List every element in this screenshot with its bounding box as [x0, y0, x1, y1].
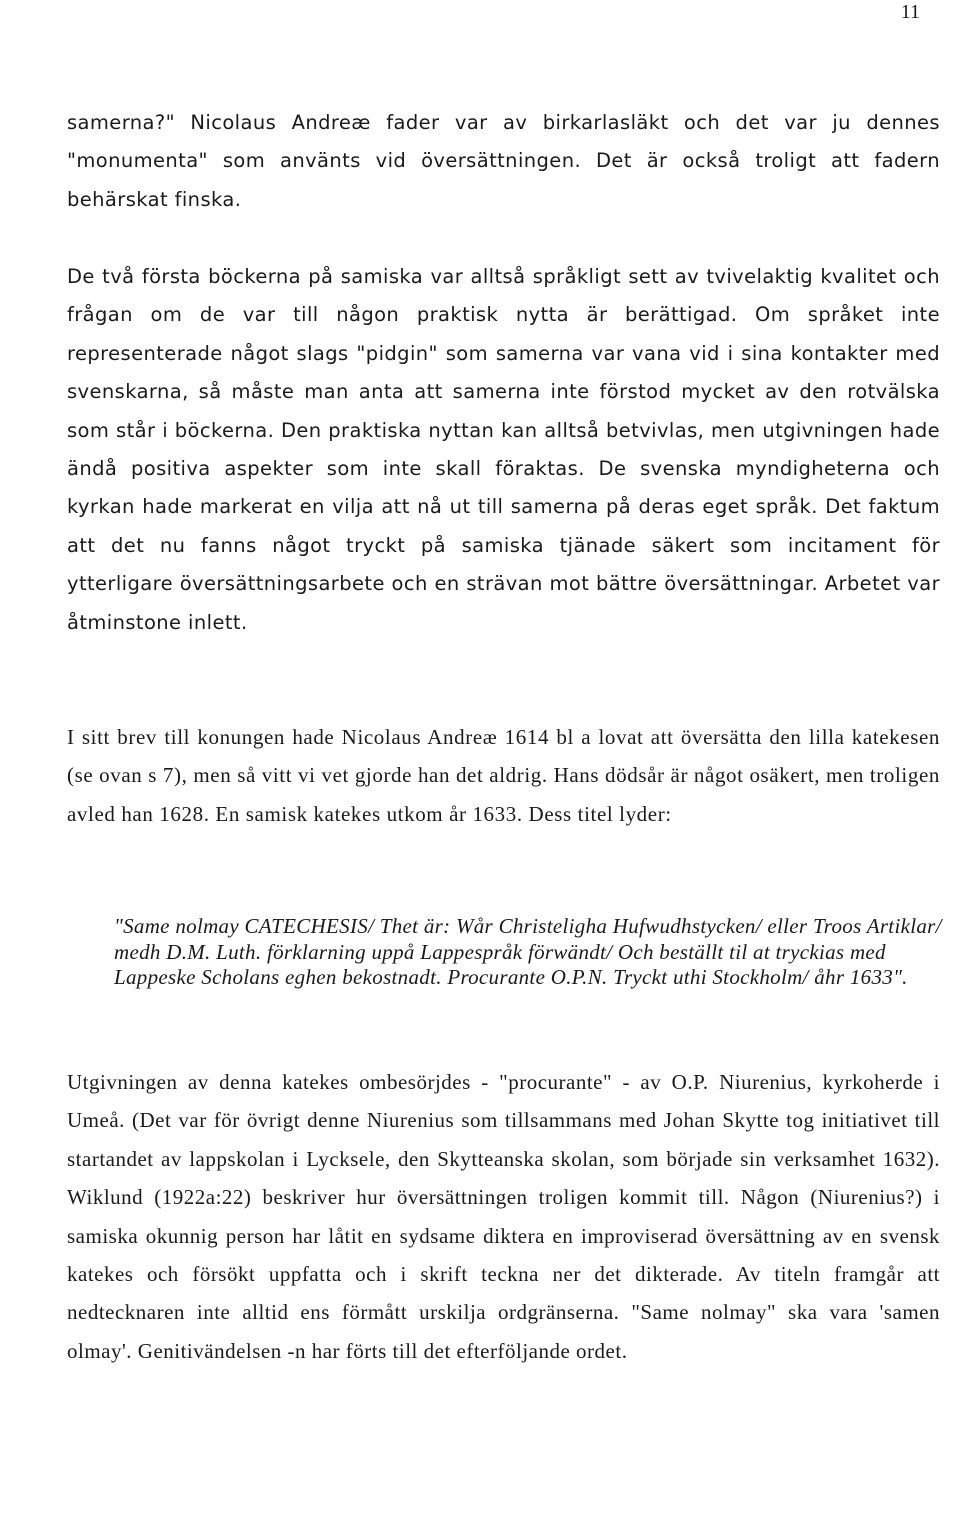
paragraph-3: I sitt brev till konungen hade Nicolaus Andreæ 1614 bl a lovat att översätta den lilla katekesen (se ovan s 7), men så vitt vi vet gjorde han det aldrig. Hans dödsår är något osäkert, men troligen avled han 1628. En samisk katekes utkom år 1633. Dess titel lyder: — [67, 725, 940, 826]
paragraph-2: De två första böckerna på samiska var alltså språkligt sett av tvivelaktig kvalitet och frågan om de var till någon praktisk nytta är berättigad. Om språket inte representerade något slags "pidgin" som samerna var vana vid i sina kontakter med svenskarna, så måste man anta att samerna inte förstod mycket av den rotvälska som står i böckerna. Den praktiska nyttan kan alltså betvivlas, men utgivningen hade ändå positiva aspekter som inte skall föraktas. De svenska myndigheterna och kyrkan hade markerat en vilja att nå ut till samerna på deras eget språk. Det faktum att det nu fanns något tryckt på samiska tjänade säkert som incitament för ytterligare översättningsarbete och en strävan mot bättre översättningar. Arbetet var åtminstone inlett. — [67, 265, 940, 634]
page-number: 11 — [900, 1, 920, 23]
catechism-title-quote: "Same nolmay CATECHESIS/ Thet är: Wår Christeligha Hufwudhstycken/ eller Troos Artiklar/ medh D.M. Luth. förklarning uppå Lappespråk förwändt/ Och beställt til at tryckias med Lappeske Scholans eghen bekostnadt. Procurante O.P.N. Tryckt uthi Stockholm/ åhr 1633". — [114, 914, 942, 989]
paragraph-4: Utgivningen av denna katekes ombesörjdes - "procurante" - av O.P. Niurenius, kyrkoherde i Umeå. (Det var för övrigt denne Niurenius som tillsammans med Johan Skytte tog initiativet till startandet av lappskolan i Lycksele, den Skytteanska skolan, som började sin verksamhet 1632). Wiklund (1922a:22) beskriver hur översättningen troligen kommit till. Någon (Niurenius?) i samiska okunnig person har låtit en sydsame diktera en improviserad översättning av en svensk katekes och försökt uppfatta och i skrift teckna ner det dikterade. Av titeln framgår att nedtecknaren inte alltid ens förmått urskilja ordgränserna. "Same nolmay" ska vara 'samen olmay'. Genitivändelsen -n har förts till det efterföljande ordet. — [67, 1070, 940, 1363]
paragraph-1: samerna?" Nicolaus Andreæ fader var av birkarlasläkt och det var ju dennes "monumenta" som använts vid översättningen. Det är också troligt att fadern behärskat finska. — [67, 111, 940, 211]
